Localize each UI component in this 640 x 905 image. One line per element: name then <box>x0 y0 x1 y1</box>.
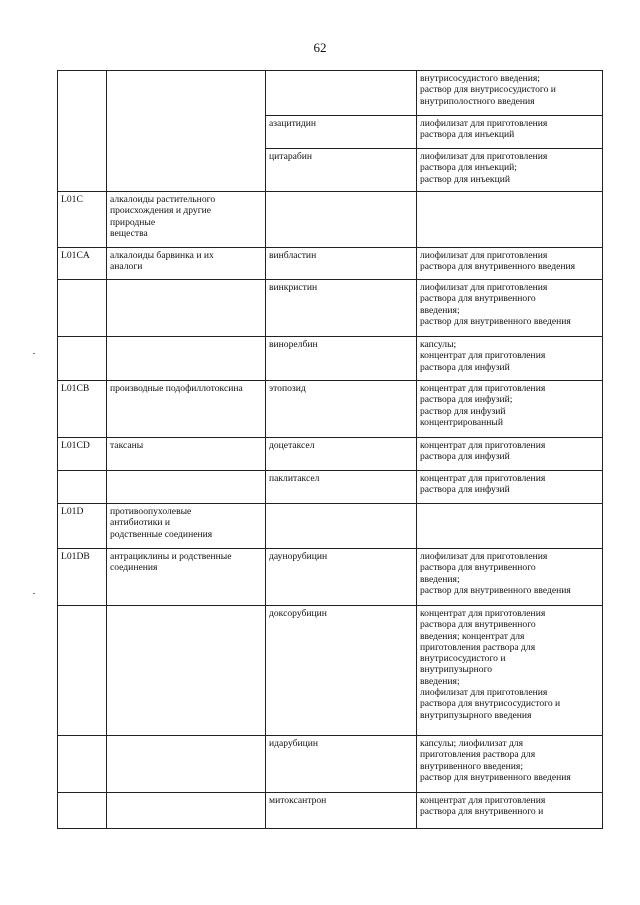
dosage-form-cell: лиофилизат для приготовления раствора для внутривенного введения; раствор для внутривенного введения <box>417 280 603 337</box>
group-cell <box>107 736 266 793</box>
drug-name-cell: паклитаксел <box>266 471 417 504</box>
atc-code-cell: L01CB <box>58 381 107 438</box>
group-cell <box>107 280 266 337</box>
group-cell: антрациклины и родственные соединения <box>107 549 266 606</box>
dosage-form-cell: концентрат для приготовления раствора для внутривенного введения; концентрат для приготовления раствора для внутрисосудистого и внутрипузырного введения; лиофилизат для приготовления раствора для внутрисосудистого и внутрипузырного введения <box>417 606 603 736</box>
atc-code-cell: L01C <box>58 192 107 248</box>
group-cell <box>107 793 266 829</box>
group-cell: таксаны <box>107 438 266 471</box>
drug-name-cell: цитарабин <box>266 149 417 192</box>
table-row <box>58 606 603 736</box>
drug-table <box>57 70 603 829</box>
dosage-form-cell: концентрат для приготовления раствора для инфузий <box>417 438 603 471</box>
drug-name-cell <box>266 504 417 549</box>
group-cell: противоопухолевые антибиотики и родственные соединения <box>107 504 266 549</box>
drug-name-cell: азацитидин <box>266 116 417 149</box>
atc-code-cell <box>58 471 107 504</box>
dosage-form-cell: капсулы; лиофилизат для приготовления раствора для внутривенного введения; раствор для внутривенного введения <box>417 736 603 793</box>
table-row <box>58 248 603 280</box>
table-row <box>58 504 603 549</box>
drug-name-cell: доцетаксел <box>266 438 417 471</box>
atc-code-cell <box>58 793 107 829</box>
dosage-form-cell <box>417 504 603 549</box>
table-row <box>58 192 603 248</box>
dosage-form-cell: лиофилизат для приготовления раствора для внутривенного введения; раствор для внутривенного введения <box>417 549 603 606</box>
table-row <box>58 337 603 381</box>
table-row <box>58 549 603 606</box>
dosage-form-cell: концентрат для приготовления раствора для внутривенного и <box>417 793 603 829</box>
drug-name-cell: идарубицин <box>266 736 417 793</box>
table-row <box>58 71 603 116</box>
atc-code-cell <box>58 736 107 793</box>
drug-name-cell: винкристин <box>266 280 417 337</box>
atc-code-cell <box>58 71 107 192</box>
drug-name-cell <box>266 71 417 116</box>
group-cell: алкалоиды растительного происхождения и другие природные вещества <box>107 192 266 248</box>
table-row <box>58 438 603 471</box>
drug-name-cell: винбластин <box>266 248 417 280</box>
drug-name-cell: митоксантрон <box>266 793 417 829</box>
drug-name-cell: этопозид <box>266 381 417 438</box>
dosage-form-cell: лиофилизат для приготовления раствора для инъекций <box>417 116 603 149</box>
scan-speck <box>33 353 35 354</box>
group-cell <box>107 606 266 736</box>
group-cell <box>107 471 266 504</box>
table-row <box>58 280 603 337</box>
atc-code-cell: L01CA <box>58 248 107 280</box>
group-cell: алкалоиды барвинка и их аналоги <box>107 248 266 280</box>
atc-code-cell: L01CD <box>58 438 107 471</box>
atc-code-cell <box>58 337 107 381</box>
table-row <box>58 736 603 793</box>
atc-code-cell: L01D <box>58 504 107 549</box>
table-row <box>58 471 603 504</box>
table-row <box>58 793 603 829</box>
drug-name-cell: доксорубицин <box>266 606 417 736</box>
dosage-form-cell: лиофилизат для приготовления раствора для инъекций; раствор для инъекций <box>417 149 603 192</box>
dosage-form-cell: капсулы; концентрат для приготовления раствора для инфузий <box>417 337 603 381</box>
table-row <box>58 381 603 438</box>
drug-name-cell <box>266 192 417 248</box>
dosage-form-cell <box>417 192 603 248</box>
group-cell <box>107 71 266 192</box>
group-cell <box>107 337 266 381</box>
drug-name-cell: винорелбин <box>266 337 417 381</box>
group-cell: производные подофиллотоксина <box>107 381 266 438</box>
page-number: 62 <box>313 40 327 55</box>
drug-name-cell: даунорубицин <box>266 549 417 606</box>
atc-code-cell: L01DB <box>58 549 107 606</box>
dosage-form-cell: концентрат для приготовления раствора для инфузий; раствор для инфузий концентрированный <box>417 381 603 438</box>
atc-code-cell <box>58 606 107 736</box>
atc-code-cell <box>58 280 107 337</box>
scan-speck <box>33 593 35 594</box>
dosage-form-cell: внутрисосудистого введения; раствор для внутрисосудистого и внутриполостного введения <box>417 71 603 116</box>
dosage-form-cell: концентрат для приготовления раствора для инфузий <box>417 471 603 504</box>
dosage-form-cell: лиофилизат для приготовления раствора для внутривенного введения <box>417 248 603 280</box>
